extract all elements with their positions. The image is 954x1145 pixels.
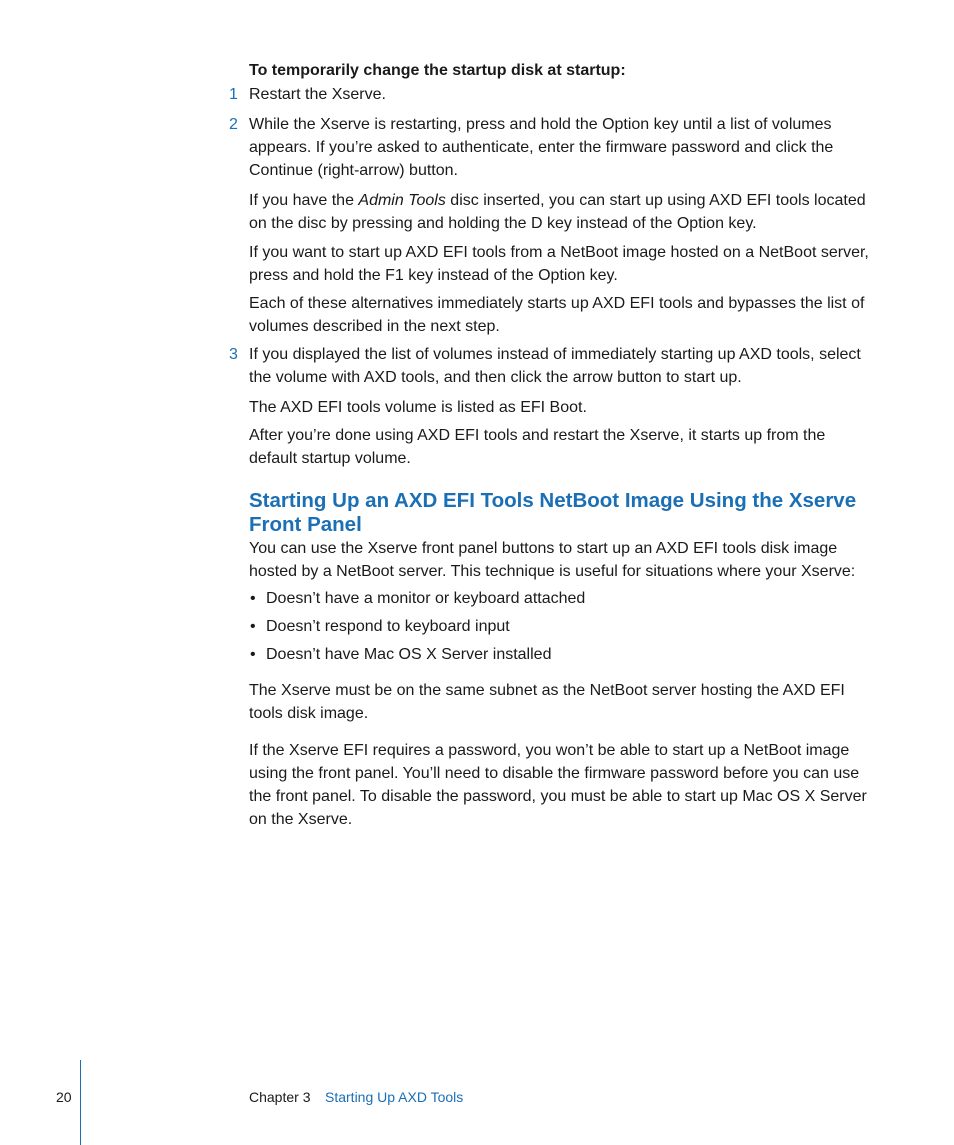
alternatives-note: Each of these alternatives immediately starts up AXD EFI tools and bypasses the list of volumes described in the next step. <box>249 295 865 335</box>
admin-tools-note <box>249 189 874 235</box>
page-number: 20 <box>56 1089 72 1105</box>
step-number: 3 <box>229 346 238 363</box>
step-text: Restart the Xserve. <box>249 86 386 103</box>
step-number: 2 <box>229 116 238 133</box>
netboot-note: If you want to start up AXD EFI tools from a NetBoot image hosted on a NetBoot server, press and hold the F1 key instead of the Option key. <box>249 244 869 284</box>
admin-tools-note-prefix: If you have the <box>249 192 359 209</box>
intro-paragraph: You can use the Xserve front panel buttons to start up an AXD EFI tools disk image hosted by a NetBoot server. This technique is useful for situations where your Xserve: <box>249 540 856 580</box>
admin-tools-note-suffix: disc inserted, you can start up using AXD EFI tools located on the disc by pressing and holding the D key instead of the Option key. <box>249 192 866 232</box>
footer-rule <box>80 1060 81 1145</box>
section-heading: Starting Up an AXD EFI Tools NetBoot Image Using the Xserve Front Panel <box>249 489 857 536</box>
chapter-label: Chapter 3 <box>249 1089 311 1105</box>
subnet-paragraph: The Xserve must be on the same subnet as the NetBoot server hosting the AXD EFI tools disk image. <box>249 682 845 722</box>
after-note: After you’re done using AXD EFI tools and restart the Xserve, it starts up from the default startup volume. <box>249 427 826 467</box>
bullet-glyph: • <box>250 618 256 635</box>
password-paragraph: If the Xserve EFI requires a password, you won’t be able to start up a NetBoot image using the front panel. You’ll need to disable the firmware password before you can use the front panel. To disable the password, you must be able to start up Mac OS X Server on the Xserve. <box>249 742 867 828</box>
step-number: 1 <box>229 86 238 103</box>
bullet-glyph: • <box>250 590 256 607</box>
list-item: Doesn’t respond to keyboard input <box>266 618 510 635</box>
chapter-title: Starting Up AXD Tools <box>325 1089 464 1105</box>
list-item: Doesn’t have Mac OS X Server installed <box>266 646 552 663</box>
admin-tools-title: Admin Tools <box>358 192 446 209</box>
procedure-heading: To temporarily change the startup disk at startup: <box>249 62 626 79</box>
efi-boot-note: The AXD EFI tools volume is listed as EFI Boot. <box>249 399 587 416</box>
bullet-glyph: • <box>250 646 256 663</box>
list-item: Doesn’t have a monitor or keyboard attached <box>266 590 586 607</box>
step-text: While the Xserve is restarting, press and hold the Option key until a list of volumes appears. If you’re asked to authenticate, enter the firmware password and click the Continue (right-arrow) button. <box>249 116 834 179</box>
step-text: If you displayed the list of volumes instead of immediately starting up AXD tools, select the volume with AXD tools, and then click the arrow button to start up. <box>249 346 861 386</box>
